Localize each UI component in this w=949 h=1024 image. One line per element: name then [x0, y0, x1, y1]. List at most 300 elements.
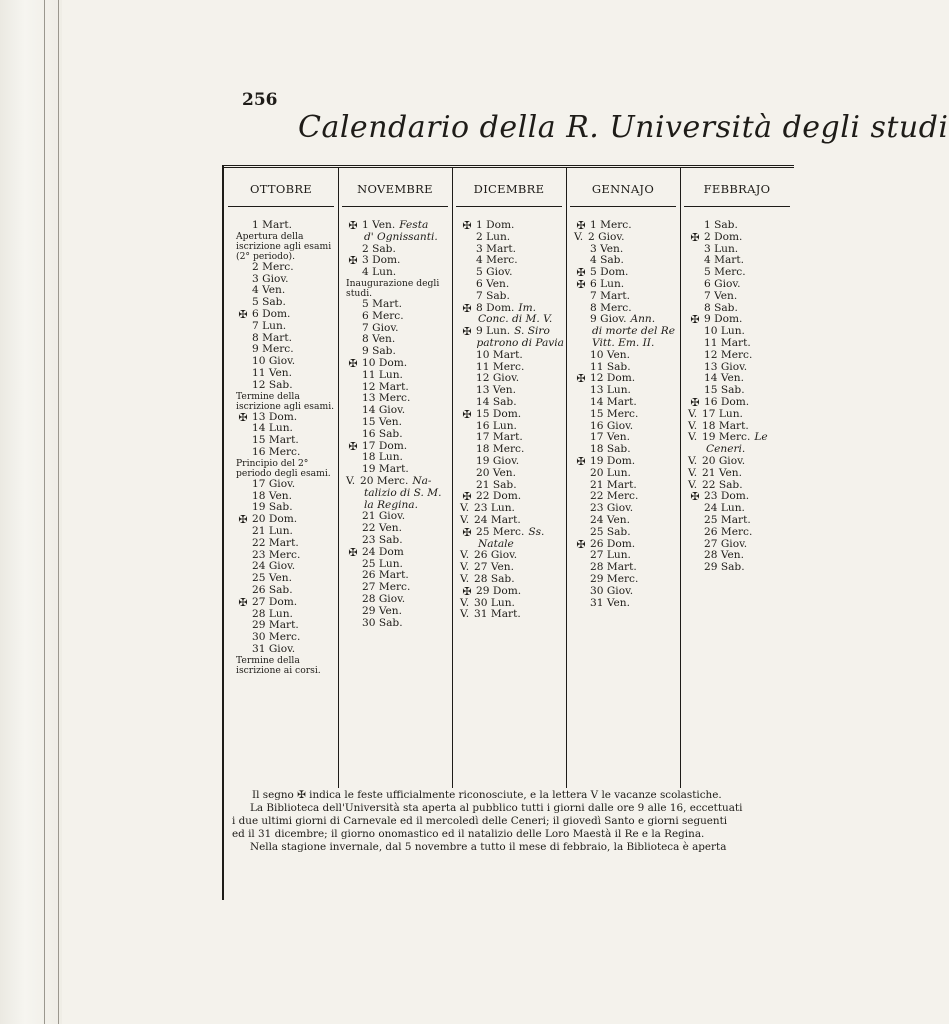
calendar-day: 22 Merc.	[590, 490, 639, 503]
calendar-day: 25 Merc.	[476, 525, 525, 538]
marker-spacer	[236, 274, 250, 286]
footer-line: ed il 31 dicembre; il giorno onomastico ed il natalizio delle Loro Maestà il Re e la Regina.	[232, 828, 705, 840]
calendar-day: 18 Ven.	[252, 489, 292, 502]
calendar-day: 4 Sab.	[590, 254, 624, 267]
calendar-day: 8 Merc.	[590, 301, 632, 314]
calendar-day: 7 Lun.	[252, 319, 287, 332]
marker-spacer	[236, 423, 250, 435]
calendar-day-row	[346, 311, 450, 323]
calendar-day-row	[574, 586, 678, 598]
calendar-day-row	[688, 279, 792, 291]
calendar-day: 28 Lun.	[252, 607, 293, 620]
footer-line: Il segno ✠ indica le feste ufficialmente riconosciute, e la lettera V le vacanze scolastiche.	[252, 789, 722, 801]
holiday-cross-icon: ✠	[690, 230, 700, 244]
calendar-day: 9 Giov.	[590, 313, 627, 326]
vacation-marker: V.	[460, 549, 470, 562]
calendar-day: 27 Giov.	[704, 537, 748, 550]
marker-spacer	[346, 429, 360, 441]
marker-spacer	[236, 585, 250, 597]
vacation-marker: V.	[688, 407, 698, 420]
calendar-day: 29 Mart.	[252, 619, 299, 632]
marker-spacer	[346, 511, 360, 523]
marker-spacer	[236, 550, 250, 562]
marker-spacer	[460, 456, 474, 468]
calendar-day-row	[460, 350, 564, 362]
vacation-marker: V.	[346, 474, 356, 487]
marker-spacer	[574, 314, 588, 326]
column-divider	[566, 168, 567, 788]
calendar-day-row	[236, 479, 336, 491]
marker-spacer	[460, 279, 474, 291]
footer-line: i due ultimi giorni di Carnevale ed il mercoledì delle Ceneri; il giovedì Santo e giorni seguenti	[232, 815, 728, 827]
marker-spacer	[236, 447, 250, 459]
marker-spacer	[236, 321, 250, 333]
day-annotation: Vitt. Em. II.	[592, 336, 655, 349]
calendar-day: 21 Lun.	[252, 524, 293, 537]
marker-spacer	[460, 244, 474, 256]
footer-line: Nella stagione invernale, dal 5 novembre a tutto il mese di febbraio, la Biblioteca è aperta	[250, 841, 727, 853]
calendar-day-row	[688, 562, 792, 574]
calendar-day-row	[236, 538, 336, 550]
calendar-day: 7 Giov.	[362, 321, 399, 334]
marker-spacer	[346, 370, 360, 382]
marker-spacer	[346, 452, 360, 464]
calendar-day: 23 Merc.	[252, 548, 301, 561]
calendar-day: 5 Merc.	[704, 266, 746, 279]
calendar-note: Termine della iscrizione agli esami.	[236, 390, 335, 412]
marker-spacer	[346, 405, 360, 417]
calendar-day: 21 Sab.	[476, 478, 517, 491]
marker-spacer	[688, 326, 702, 338]
calendar-day: 31 Mart.	[474, 608, 521, 621]
calendar-day: 6 Lun.	[590, 277, 625, 290]
day-annotation: Conc. di M. V.	[478, 313, 553, 326]
marker-spacer	[236, 644, 250, 656]
calendar-day: 12 Dom.	[590, 372, 636, 385]
calendar-day-row	[460, 279, 564, 291]
month-header: DICEMBRE	[456, 172, 562, 207]
calendar-day: 1 Ven.	[362, 219, 396, 231]
marker-spacer	[460, 267, 474, 279]
day-annotation: Natale	[478, 537, 514, 550]
calendar-day: 2 Sab.	[362, 242, 396, 255]
marker-spacer	[574, 397, 588, 409]
day-annotation: di morte del Re	[592, 325, 675, 338]
holiday-cross-icon: ✠	[348, 545, 358, 559]
calendar-day-row	[688, 527, 792, 539]
calendar-day: 22 Sab.	[702, 478, 743, 491]
holiday-cross-icon: ✠	[238, 410, 248, 424]
calendar-day: 5 Mart.	[362, 297, 402, 310]
calendar-day: 26 Giov.	[474, 549, 518, 562]
calendar-day: 15 Merc.	[590, 407, 639, 420]
marker-spacer	[346, 334, 360, 346]
month-day-list	[574, 220, 678, 609]
calendar-day: 21 Giov.	[362, 510, 406, 523]
marker-spacer	[688, 244, 702, 256]
calendar-day: 14 Sab.	[476, 395, 517, 408]
calendar-day-row	[574, 397, 678, 409]
calendar-day: 12 Mart.	[362, 380, 409, 393]
vacation-marker: V.	[688, 454, 698, 467]
marker-spacer	[346, 618, 360, 630]
calendar-day-row	[460, 586, 564, 598]
calendar-day: 3 Lun.	[704, 242, 739, 255]
vacation-marker: V.	[688, 478, 698, 491]
calendar-day-row	[236, 526, 336, 538]
marker-spacer	[346, 523, 360, 535]
calendar-day: 25 Lun.	[362, 557, 403, 570]
calendar-day: 24 Mart.	[474, 513, 521, 526]
marker-spacer	[688, 338, 702, 350]
holiday-cross-icon: ✠	[690, 313, 700, 327]
calendar-day-row	[574, 574, 678, 586]
calendar-day: 11 Lun.	[362, 368, 403, 381]
marker-spacer	[574, 550, 588, 562]
holiday-cross-icon: ✠	[576, 219, 586, 232]
marker-spacer	[460, 362, 474, 374]
marker-spacer	[574, 480, 588, 492]
calendar-day: 10 Dom.	[362, 356, 408, 369]
calendar-day: 23 Dom.	[704, 490, 750, 503]
calendar-day: 10 Ven.	[590, 348, 630, 361]
calendar-day: 7 Sab.	[476, 289, 510, 302]
calendar-day-row	[346, 299, 450, 311]
calendar-day: 15 Mart.	[252, 434, 299, 447]
calendar-day-row	[574, 338, 678, 350]
calendar-day-row	[236, 262, 336, 274]
calendar-day: 10 Mart.	[476, 348, 523, 361]
calendar-day-row	[688, 397, 792, 409]
calendar-day-row	[574, 515, 678, 527]
calendar-day: 8 Dom.	[476, 301, 515, 314]
calendar-day-row	[688, 291, 792, 303]
marker-spacer	[574, 598, 588, 610]
calendar-day: 18 Lun.	[362, 451, 403, 464]
marker-spacer	[346, 535, 360, 547]
marker-spacer	[574, 527, 588, 539]
calendar-day-row	[346, 370, 450, 382]
marker-spacer	[574, 491, 588, 503]
calendar-day-row	[236, 321, 336, 333]
calendar-day: 3 Dom.	[362, 254, 401, 267]
day-annotation: Im.	[518, 301, 537, 314]
calendar-day: 2 Merc.	[252, 260, 294, 273]
holiday-cross-icon: ✠	[690, 395, 700, 409]
calendar-day-row	[688, 338, 792, 350]
calendar-day: 3 Giov.	[252, 272, 289, 285]
calendar-day: 24 Dom	[362, 545, 404, 558]
calendar-day: 25 Mart.	[704, 513, 751, 526]
marker-spacer	[688, 291, 702, 303]
calendar-day: 19 Mart.	[362, 463, 409, 476]
table-top-rule	[222, 165, 794, 168]
marker-spacer	[346, 594, 360, 606]
holiday-cross-icon: ✠	[348, 356, 358, 370]
calendar-day: 1 Dom.	[476, 219, 515, 231]
calendar-day: 20 Ven.	[476, 466, 516, 479]
marker-spacer	[460, 444, 474, 456]
month-header: GENNAJO	[570, 172, 676, 207]
calendar-day: 24 Ven.	[590, 513, 630, 526]
marker-spacer	[346, 582, 360, 594]
vacation-marker: V.	[574, 230, 584, 243]
calendar-day: 17 Lun.	[702, 407, 743, 420]
calendar-day-row	[574, 279, 678, 291]
marker-spacer	[574, 421, 588, 433]
vacation-marker: V.	[460, 513, 470, 526]
marker-spacer	[236, 561, 250, 573]
day-annotation: Na-	[412, 474, 432, 487]
holiday-cross-icon: ✠	[576, 372, 586, 386]
holiday-cross-icon: ✠	[238, 513, 248, 527]
calendar-day: 4 Lun.	[362, 266, 397, 279]
calendar-day: 7 Ven.	[704, 289, 738, 302]
calendar-day: 15 Dom.	[476, 407, 522, 420]
marker-spacer	[460, 350, 474, 362]
calendar-day-row	[574, 350, 678, 362]
calendar-day-row	[460, 232, 564, 244]
calendar-day: 22 Dom.	[476, 490, 522, 503]
marker-spacer	[460, 291, 474, 303]
calendar-day: 9 Dom.	[704, 313, 743, 326]
calendar-day: 25 Ven.	[252, 572, 292, 585]
calendar-day-row	[460, 456, 564, 468]
calendar-day: 26 Dom.	[590, 537, 636, 550]
holiday-cross-icon: ✠	[238, 595, 248, 609]
calendar-day: 28 Sab.	[474, 572, 515, 585]
calendar-day: 2 Lun.	[476, 230, 511, 243]
vacation-marker: V.	[688, 466, 698, 479]
marker-spacer	[236, 632, 250, 644]
holiday-cross-icon: ✠	[462, 490, 472, 504]
calendar-day-row	[236, 447, 336, 459]
holiday-cross-icon: ✠	[576, 537, 586, 551]
calendar-day: 19 Dom.	[590, 454, 636, 467]
marker-spacer	[460, 232, 474, 244]
calendar-day-row	[346, 594, 450, 606]
month-day-list	[346, 220, 450, 629]
calendar-day: 8 Sab.	[704, 301, 738, 314]
marker-spacer	[346, 299, 360, 311]
calendar-day: 28 Giov.	[362, 592, 406, 605]
marker-spacer	[236, 262, 250, 274]
calendar-day: 11 Mart.	[704, 336, 751, 349]
day-annotation: S. Siro	[514, 325, 550, 338]
calendar-day: 3 Ven.	[590, 242, 624, 255]
day-annotation: talizio di S. M.	[364, 486, 442, 499]
marker-spacer	[688, 562, 702, 574]
calendar-day: 16 Sab.	[362, 427, 403, 440]
holiday-cross-icon: ✠	[576, 266, 586, 280]
calendar-day-row	[688, 232, 792, 244]
holiday-cross-icon: ✠	[462, 407, 472, 421]
day-annotation: Ceneri.	[706, 443, 746, 456]
calendar-day: 28 Mart.	[590, 561, 637, 574]
calendar-day: 29 Ven.	[362, 604, 402, 617]
day-annotation: d' Ognissanti.	[364, 230, 438, 243]
calendar-day-row	[460, 468, 564, 480]
calendar-day: 30 Lun.	[474, 596, 515, 609]
marker-spacer	[574, 503, 588, 515]
calendar-day: 4 Ven.	[252, 284, 286, 297]
marker-spacer	[346, 606, 360, 618]
calendar-day-row	[688, 409, 792, 421]
marker-spacer	[236, 538, 250, 550]
binding-rule	[58, 0, 59, 1024]
calendar-day: 14 Lun.	[252, 422, 293, 435]
calendar-day: 27 Dom.	[252, 595, 298, 608]
calendar-day: 13 Merc.	[362, 392, 411, 405]
month-day-list	[688, 220, 792, 574]
calendar-day: 28 Ven.	[704, 549, 744, 562]
calendar-day-row	[460, 527, 564, 539]
calendar-day-row	[460, 609, 564, 621]
calendar-day-row	[460, 515, 564, 527]
month-day-list	[460, 220, 564, 621]
marker-spacer	[574, 385, 588, 397]
column-divider	[680, 168, 681, 788]
calendar-day-row	[236, 285, 336, 297]
holiday-cross-icon: ✠	[462, 301, 472, 315]
vacation-marker: V.	[688, 419, 698, 432]
marker-spacer	[236, 526, 250, 538]
page-number: 256	[242, 90, 278, 110]
marker-spacer	[346, 488, 360, 500]
book-binding-edge	[0, 0, 62, 1024]
calendar-day-row	[574, 598, 678, 610]
day-annotation: Festa	[399, 219, 429, 231]
calendar-day-row	[574, 409, 678, 421]
day-annotation: Le	[754, 431, 768, 444]
calendar-day: 27 Ven.	[474, 561, 514, 574]
holiday-cross-icon: ✠	[462, 325, 472, 339]
marker-spacer	[574, 303, 588, 315]
calendar-day: 22 Mart.	[252, 536, 299, 549]
calendar-note: Apertura della iscrizione agli esami (2° periodo).	[236, 230, 332, 262]
calendar-day: 3 Mart.	[476, 242, 516, 255]
column-divider	[338, 168, 339, 788]
marker-spacer	[574, 468, 588, 480]
calendar-day: 2 Dom.	[704, 230, 743, 243]
calendar-day: 23 Giov.	[590, 502, 634, 515]
calendar-day: 18 Sab.	[590, 443, 631, 456]
calendar-day: 24 Lun.	[704, 502, 745, 515]
day-annotation: Ann.	[630, 313, 656, 326]
calendar-day: 5 Sab.	[252, 296, 286, 309]
calendar-day-row	[688, 468, 792, 480]
calendar-day: 4 Mart.	[704, 254, 744, 267]
calendar-day: 14 Giov.	[362, 404, 406, 417]
footer-notes	[232, 789, 794, 854]
marker-spacer	[346, 393, 360, 405]
holiday-cross-icon: ✠	[462, 584, 472, 598]
calendar-day: 27 Merc.	[362, 581, 411, 594]
calendar-day: 30 Merc.	[252, 631, 301, 644]
calendar-day: 9 Lun.	[476, 325, 511, 338]
marker-spacer	[236, 344, 250, 356]
marker-spacer	[574, 432, 588, 444]
calendar-day: 10 Lun.	[704, 325, 745, 338]
calendar-day-row	[460, 397, 564, 409]
marker-spacer	[688, 550, 702, 562]
holiday-cross-icon: ✠	[348, 439, 358, 453]
calendar-day: 30 Giov.	[590, 584, 634, 597]
calendar-day-row	[346, 429, 450, 441]
calendar-day: 1 Sab.	[704, 219, 738, 231]
calendar-day: 31 Ven.	[590, 596, 630, 609]
calendar-day-row	[346, 417, 450, 429]
calendar-note: Termine della iscrizione ai corsi.	[236, 654, 321, 676]
marker-spacer	[574, 350, 588, 362]
calendar-day: 10 Giov.	[252, 355, 296, 368]
marker-spacer	[346, 311, 360, 323]
marker-spacer	[460, 373, 474, 385]
marker-spacer	[236, 609, 250, 621]
marker-spacer	[236, 333, 250, 345]
calendar-day: 5 Giov.	[476, 266, 513, 279]
calendar-day-row	[688, 515, 792, 527]
day-annotation: Ss.	[528, 525, 545, 538]
calendar-day: 25 Sab.	[590, 525, 631, 538]
marker-spacer	[236, 285, 250, 297]
calendar-day: 14 Mart.	[590, 395, 637, 408]
calendar-day: 26 Mart.	[362, 569, 409, 582]
calendar-day-row	[574, 291, 678, 303]
calendar-day: 12 Merc.	[704, 348, 753, 361]
marker-spacer	[460, 397, 474, 409]
footer-line: La Biblioteca dell'Università sta aperta al pubblico tutti i giorni dalle ore 9 alle 16, eccettuati	[250, 802, 743, 814]
calendar-day-row	[236, 368, 336, 380]
calendar-day: 26 Merc.	[704, 525, 753, 538]
column-divider	[452, 168, 453, 788]
calendar-day: 18 Merc.	[476, 443, 525, 456]
calendar-day-row	[688, 350, 792, 362]
marker-spacer	[460, 468, 474, 480]
marker-spacer	[236, 368, 250, 380]
marker-spacer	[346, 323, 360, 335]
calendar-day: 13 Dom.	[252, 410, 298, 423]
vacation-marker: V.	[460, 561, 470, 574]
holiday-cross-icon: ✠	[462, 525, 472, 539]
calendar-day: 4 Merc.	[476, 254, 518, 267]
calendar-day: 24 Giov.	[252, 560, 296, 573]
marker-spacer	[688, 255, 702, 267]
marker-spacer	[574, 326, 588, 338]
marker-spacer	[688, 503, 702, 515]
calendar-day: 15 Ven.	[362, 415, 402, 428]
calendar-day-row	[574, 456, 678, 468]
calendar-day: 20 Lun.	[590, 466, 631, 479]
calendar-day: 27 Lun.	[590, 549, 631, 562]
calendar-day: 13 Lun.	[590, 384, 631, 397]
calendar-day: 13 Ven.	[476, 384, 516, 397]
calendar-day-row	[460, 409, 564, 421]
day-annotation: patrono di Pavia	[476, 336, 564, 349]
marker-spacer	[236, 573, 250, 585]
month-header: FEBBRAJO	[684, 172, 790, 207]
calendar-day-row	[236, 585, 336, 597]
marker-spacer	[574, 562, 588, 574]
calendar-day: 22 Ven.	[362, 522, 402, 535]
marker-spacer	[688, 279, 702, 291]
calendar-day-row	[346, 547, 450, 559]
calendar-day: 16 Giov.	[590, 419, 634, 432]
holiday-cross-icon: ✠	[576, 277, 586, 291]
holiday-cross-icon: ✠	[462, 219, 472, 232]
marker-spacer	[346, 382, 360, 394]
marker-spacer	[688, 515, 702, 527]
